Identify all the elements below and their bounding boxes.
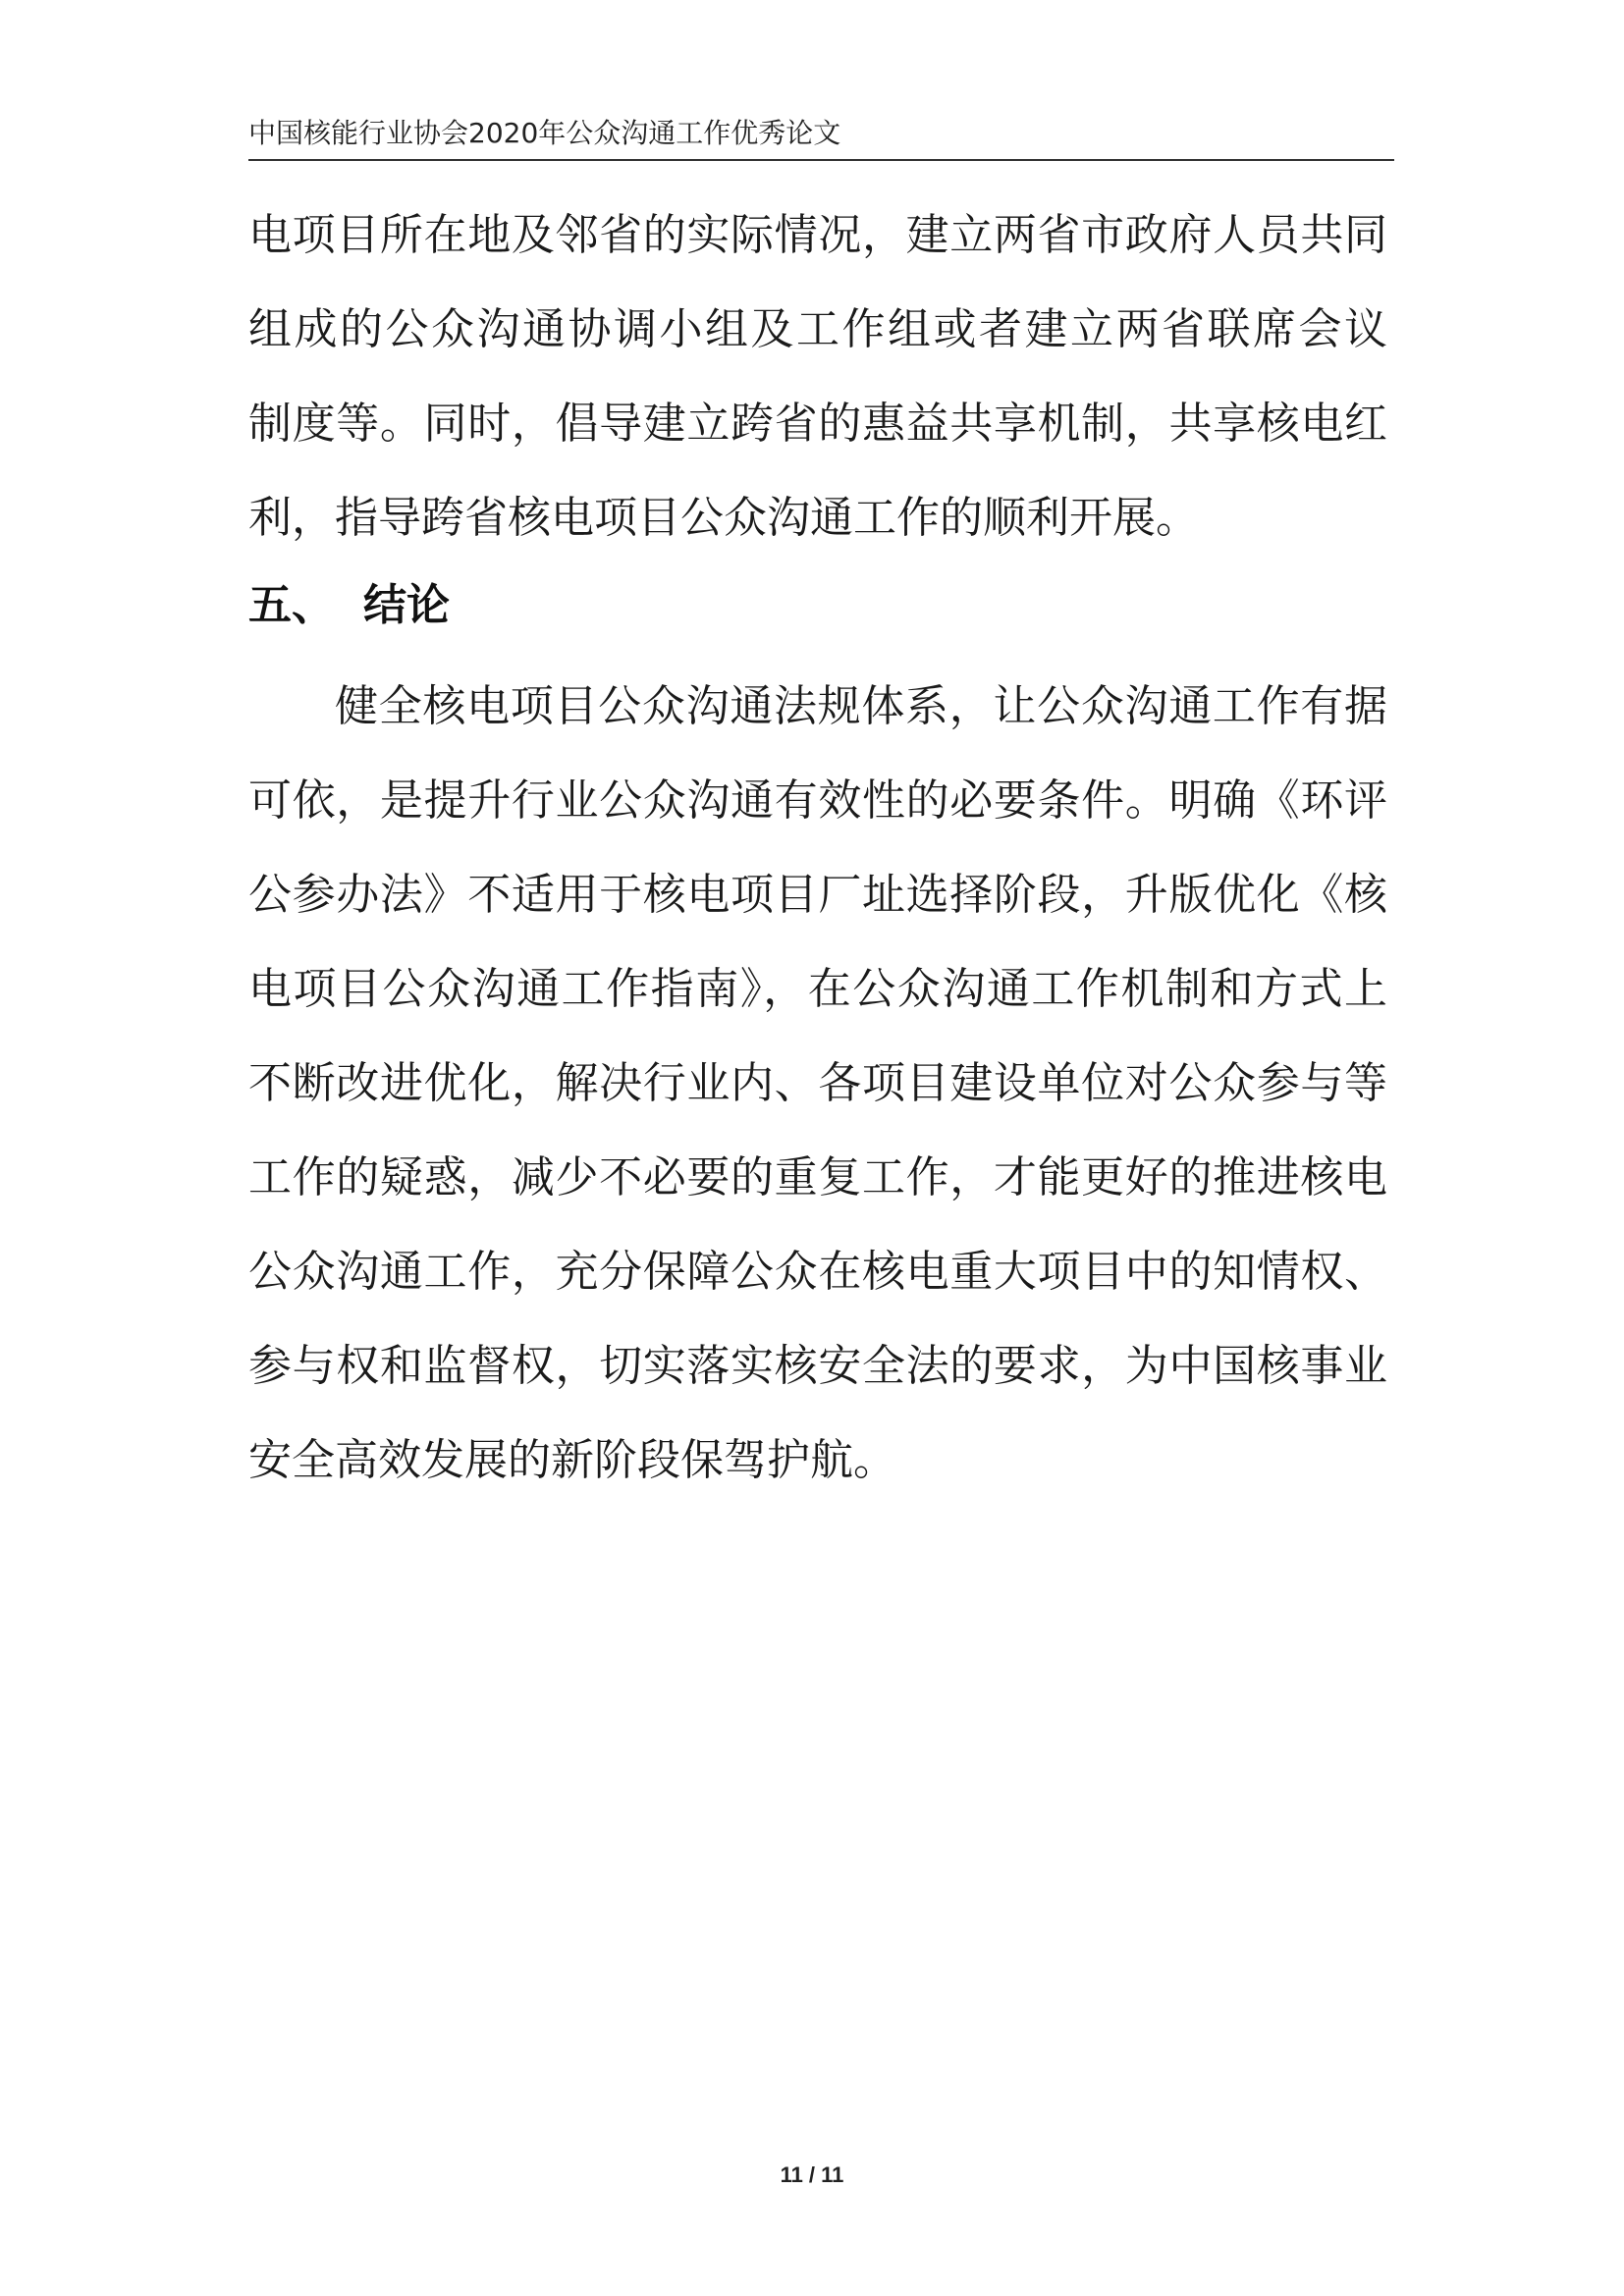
header-title: 中国核能行业协会2020年公众沟通工作优秀论文 xyxy=(248,117,841,149)
paragraph-line: 组成的公众沟通协调小组及工作组或者建立两省联席会议 xyxy=(248,304,1387,354)
paragraph-line: 电项目所在地及邻省的实际情况，建立两省市政府人员共同 xyxy=(248,210,1387,260)
page-number: 11 / 11 xyxy=(780,2163,844,2187)
page-header xyxy=(248,110,1394,161)
paragraph-line: 利，指导跨省核电项目公众沟通工作的顺利开展。 xyxy=(248,493,1199,543)
paragraph-line: 不断改进优化，解决行业内、各项目建设单位对公众参与等 xyxy=(248,1058,1387,1108)
section-heading-conclusion xyxy=(248,576,450,635)
section-number: 五、 xyxy=(248,580,335,630)
paragraph-line: 公参办法》不适用于核电项目厂址选择阶段，升版优化《核 xyxy=(248,870,1387,920)
paragraph-line: 健全核电项目公众沟通法规体系，让公众沟通工作有据 xyxy=(335,681,1387,731)
paragraph-line: 参与权和监督权，切实落实核安全法的要求，为中国核事业 xyxy=(248,1341,1387,1391)
paragraph-line: 安全高效发展的新阶段保驾护航。 xyxy=(248,1435,896,1485)
paragraph-line: 可依，是提升行业公众沟通有效性的必要条件。明确《环评 xyxy=(248,775,1387,826)
paragraph-line: 工作的疑惑，减少不必要的重复工作，才能更好的推进核电 xyxy=(248,1152,1387,1202)
paragraph-line: 公众沟通工作，充分保障公众在核电重大项目中的知情权、 xyxy=(248,1247,1387,1297)
section-title: 结论 xyxy=(363,580,450,630)
paragraph-line: 电项目公众沟通工作指南》，在公众沟通工作机制和方式上 xyxy=(248,964,1387,1014)
paragraph-line: 制度等。同时，倡导建立跨省的惠益共享机制，共享核电红 xyxy=(248,399,1387,449)
